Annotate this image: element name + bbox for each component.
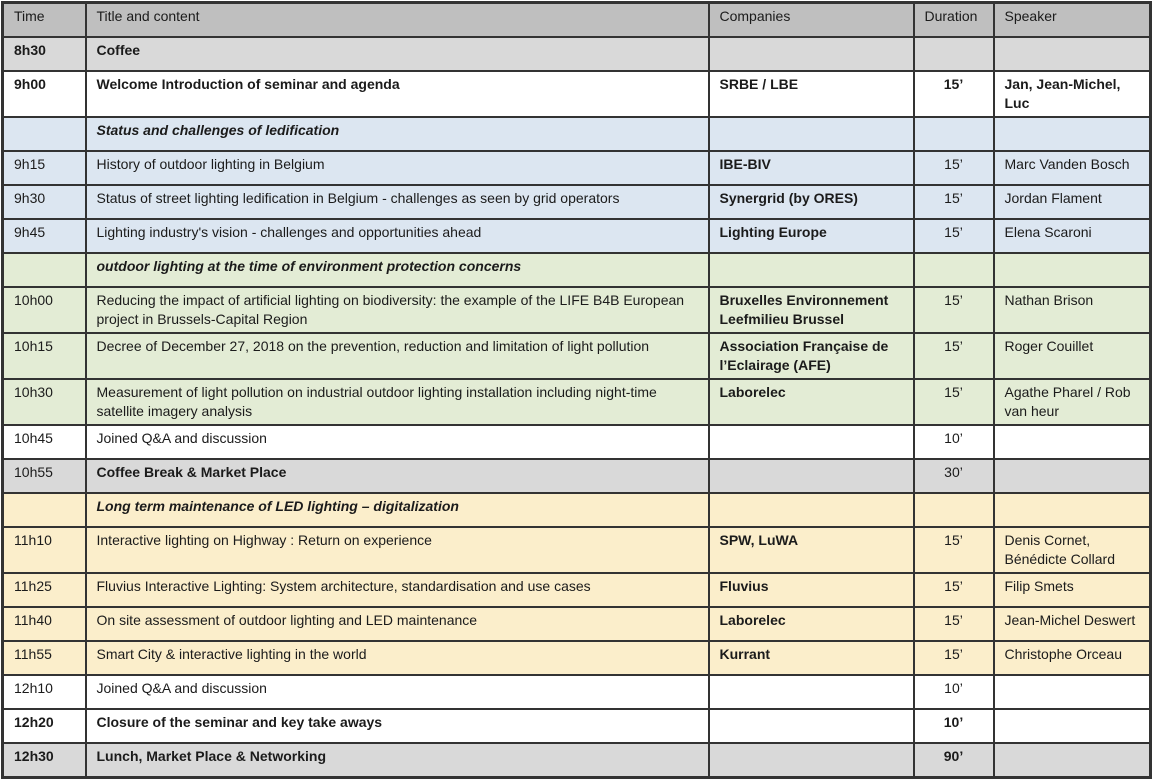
- title-cell: outdoor lighting at the time of environment protection concerns: [86, 253, 709, 287]
- table-row: [3, 641, 1151, 675]
- time-cell: 11h40: [3, 607, 86, 641]
- companies-cell: [709, 743, 914, 778]
- speaker-cell: Elena Scaroni: [994, 219, 1151, 253]
- duration-cell: [914, 37, 994, 71]
- speaker-cell: Jean-Michel Deswert: [994, 607, 1151, 641]
- companies-cell: Association Française de l’Eclairage (AFE): [709, 333, 914, 379]
- title-cell: Status of street lighting ledification in Belgium - challenges as seen by grid operators: [86, 185, 709, 219]
- table-row: [3, 287, 1151, 333]
- time-cell: 9h45: [3, 219, 86, 253]
- time-cell: 12h30: [3, 743, 86, 778]
- table-row: [3, 425, 1151, 459]
- duration-cell: 15’: [914, 379, 994, 425]
- speaker-cell: Marc Vanden Bosch: [994, 151, 1151, 185]
- title-cell: Joined Q&A and discussion: [86, 425, 709, 459]
- column-header-companies: Companies: [709, 3, 914, 38]
- time-cell: 11h10: [3, 527, 86, 573]
- time-cell: 8h30: [3, 37, 86, 71]
- companies-cell: [709, 253, 914, 287]
- table-row: [3, 219, 1151, 253]
- agenda-table: [1, 1, 1152, 779]
- duration-cell: [914, 117, 994, 151]
- speaker-cell: [994, 37, 1151, 71]
- companies-cell: Bruxelles Environnement Leefmilieu Brussel: [709, 287, 914, 333]
- speaker-cell: Jordan Flament: [994, 185, 1151, 219]
- speaker-cell: Christophe Orceau: [994, 641, 1151, 675]
- column-header-title: Title and content: [86, 3, 709, 38]
- duration-cell: 15’: [914, 151, 994, 185]
- table-row: [3, 71, 1151, 117]
- duration-cell: 10’: [914, 425, 994, 459]
- agenda-table-body: [3, 37, 1151, 778]
- duration-cell: 15’: [914, 527, 994, 573]
- duration-cell: 15’: [914, 333, 994, 379]
- time-cell: 10h55: [3, 459, 86, 493]
- companies-cell: Laborelec: [709, 607, 914, 641]
- companies-cell: [709, 425, 914, 459]
- companies-cell: [709, 117, 914, 151]
- table-row: [3, 185, 1151, 219]
- time-cell: 10h15: [3, 333, 86, 379]
- duration-cell: 15’: [914, 641, 994, 675]
- title-cell: Closure of the seminar and key take aways: [86, 709, 709, 743]
- title-cell: Lunch, Market Place & Networking: [86, 743, 709, 778]
- table-row: [3, 709, 1151, 743]
- time-cell: 9h30: [3, 185, 86, 219]
- time-cell: 12h10: [3, 675, 86, 709]
- section-header-row: [3, 493, 1151, 527]
- speaker-cell: [994, 425, 1151, 459]
- title-cell: Coffee: [86, 37, 709, 71]
- title-cell: Smart City & interactive lighting in the world: [86, 641, 709, 675]
- time-cell: 9h00: [3, 71, 86, 117]
- table-row: [3, 459, 1151, 493]
- table-row: [3, 151, 1151, 185]
- companies-cell: Lighting Europe: [709, 219, 914, 253]
- duration-cell: 15’: [914, 573, 994, 607]
- table-row: [3, 379, 1151, 425]
- title-cell: History of outdoor lighting in Belgium: [86, 151, 709, 185]
- title-cell: Joined Q&A and discussion: [86, 675, 709, 709]
- table-row: [3, 743, 1151, 778]
- duration-cell: [914, 493, 994, 527]
- duration-cell: 15’: [914, 185, 994, 219]
- table-row: [3, 333, 1151, 379]
- duration-cell: 15’: [914, 607, 994, 641]
- speaker-cell: [994, 675, 1151, 709]
- speaker-cell: Denis Cornet, Bénédicte Collard: [994, 527, 1151, 573]
- companies-cell: [709, 37, 914, 71]
- duration-cell: 15’: [914, 287, 994, 333]
- duration-cell: 90’: [914, 743, 994, 778]
- duration-cell: 10’: [914, 675, 994, 709]
- title-cell: On site assessment of outdoor lighting and LED maintenance: [86, 607, 709, 641]
- speaker-cell: Filip Smets: [994, 573, 1151, 607]
- section-header-row: [3, 253, 1151, 287]
- time-cell: [3, 117, 86, 151]
- time-cell: 12h20: [3, 709, 86, 743]
- time-cell: 10h00: [3, 287, 86, 333]
- time-cell: 10h45: [3, 425, 86, 459]
- duration-cell: 15’: [914, 71, 994, 117]
- speaker-cell: Nathan Brison: [994, 287, 1151, 333]
- speaker-cell: Roger Couillet: [994, 333, 1151, 379]
- title-cell: Coffee Break & Market Place: [86, 459, 709, 493]
- companies-cell: Synergrid (by ORES): [709, 185, 914, 219]
- speaker-cell: [994, 493, 1151, 527]
- title-cell: Measurement of light pollution on industrial outdoor lighting installation including night-time satellite imagery analysis: [86, 379, 709, 425]
- time-cell: 11h25: [3, 573, 86, 607]
- companies-cell: Kurrant: [709, 641, 914, 675]
- duration-cell: 15’: [914, 219, 994, 253]
- title-cell: Fluvius Interactive Lighting: System architecture, standardisation and use cases: [86, 573, 709, 607]
- companies-cell: Laborelec: [709, 379, 914, 425]
- table-header-row: [3, 3, 1151, 38]
- title-cell: Interactive lighting on Highway : Return on experience: [86, 527, 709, 573]
- speaker-cell: Agathe Pharel / Rob van heur: [994, 379, 1151, 425]
- companies-cell: [709, 675, 914, 709]
- duration-cell: [914, 253, 994, 287]
- column-header-speaker: Speaker: [994, 3, 1151, 38]
- companies-cell: [709, 459, 914, 493]
- speaker-cell: Jan, Jean-Michel, Luc: [994, 71, 1151, 117]
- speaker-cell: [994, 253, 1151, 287]
- time-cell: [3, 493, 86, 527]
- companies-cell: IBE-BIV: [709, 151, 914, 185]
- companies-cell: Fluvius: [709, 573, 914, 607]
- title-cell: Decree of December 27, 2018 on the prevention, reduction and limitation of light pollution: [86, 333, 709, 379]
- time-cell: 11h55: [3, 641, 86, 675]
- title-cell: Reducing the impact of artificial lighting on biodiversity: the example of the LIFE B4B European project in Brussels-Capital Region: [86, 287, 709, 333]
- column-header-duration: Duration: [914, 3, 994, 38]
- time-cell: 9h15: [3, 151, 86, 185]
- companies-cell: [709, 493, 914, 527]
- title-cell: Lighting industry's vision - challenges and opportunities ahead: [86, 219, 709, 253]
- agenda-page: [0, 1, 1148, 764]
- speaker-cell: [994, 117, 1151, 151]
- table-row: [3, 37, 1151, 71]
- time-cell: 10h30: [3, 379, 86, 425]
- column-header-time: Time: [3, 3, 86, 38]
- table-row: [3, 573, 1151, 607]
- companies-cell: [709, 709, 914, 743]
- duration-cell: 30’: [914, 459, 994, 493]
- title-cell: Welcome Introduction of seminar and agenda: [86, 71, 709, 117]
- section-header-row: [3, 117, 1151, 151]
- speaker-cell: [994, 459, 1151, 493]
- companies-cell: SRBE / LBE: [709, 71, 914, 117]
- table-row: [3, 607, 1151, 641]
- speaker-cell: [994, 709, 1151, 743]
- speaker-cell: [994, 743, 1151, 778]
- time-cell: [3, 253, 86, 287]
- title-cell: Long term maintenance of LED lighting – digitalization: [86, 493, 709, 527]
- table-row: [3, 527, 1151, 573]
- title-cell: Status and challenges of ledification: [86, 117, 709, 151]
- table-row: [3, 675, 1151, 709]
- companies-cell: SPW, LuWA: [709, 527, 914, 573]
- duration-cell: 10’: [914, 709, 994, 743]
